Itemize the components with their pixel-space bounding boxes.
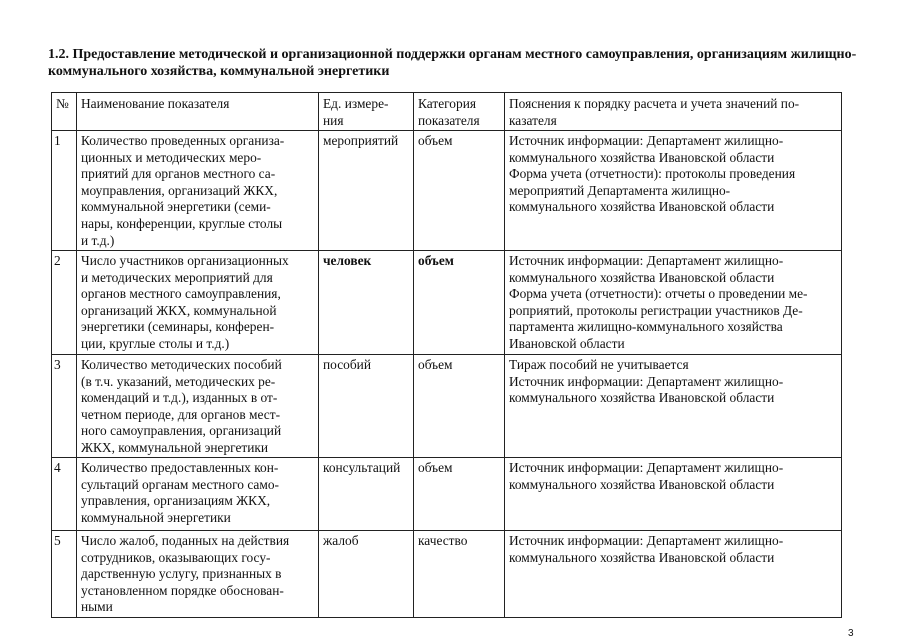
row-num: 4 bbox=[52, 458, 77, 531]
header-category: Категория показателя bbox=[414, 93, 505, 131]
indicators-table bbox=[51, 92, 842, 618]
table-row bbox=[52, 131, 842, 251]
row-num: 3 bbox=[52, 355, 77, 458]
row-category: объем bbox=[414, 131, 505, 251]
table-header-row bbox=[52, 93, 842, 131]
row-category: объем bbox=[414, 458, 505, 531]
table-row bbox=[52, 355, 842, 458]
row-name: Количество проведенных организа- ционных и методических меро- приятий для органов местного са- моуправления, организаций ЖКХ, коммунальной энергетики (семи- нары, конференции, круглые столы и т.д.) bbox=[77, 131, 319, 251]
row-num: 1 bbox=[52, 131, 77, 251]
table-row bbox=[52, 531, 842, 618]
row-unit: консультаций bbox=[319, 458, 414, 531]
row-name: Количество предоставленных кон- сультаций органам местного само- управления, организациям ЖКХ, коммунальной энергетики bbox=[77, 458, 319, 531]
row-num: 2 bbox=[52, 251, 77, 355]
row-num: 5 bbox=[52, 531, 77, 618]
header-unit: Ед. измере- ния bbox=[319, 93, 414, 131]
row-notes: Источник информации: Департамент жилищно- коммунального хозяйства Ивановской области bbox=[505, 458, 842, 531]
row-notes: Источник информации: Департамент жилищно- коммунального хозяйства Ивановской области Форма учета (отчетности): протоколы проведения мероприятий Департамента жилищно- коммунального хозяйства Ивановской области bbox=[505, 131, 842, 251]
row-category: качество bbox=[414, 531, 505, 618]
row-category: объем bbox=[414, 251, 505, 355]
table-row bbox=[52, 251, 842, 355]
row-unit: мероприятий bbox=[319, 131, 414, 251]
row-unit: пособий bbox=[319, 355, 414, 458]
row-notes: Тираж пособий не учитывается Источник информации: Департамент жилищно- коммунального хозяйства Ивановской области bbox=[505, 355, 842, 458]
header-name: Наименование показателя bbox=[77, 93, 319, 131]
row-name: Число участников организационных и методических мероприятий для органов местного самоуправления, организаций ЖКХ, коммунальной энергетики (семинары, конферен- ции, круглые столы и т.д.) bbox=[77, 251, 319, 355]
page-number: 3 bbox=[848, 628, 854, 639]
row-unit: жалоб bbox=[319, 531, 414, 618]
row-category: объем bbox=[414, 355, 505, 458]
row-name: Количество методических пособий (в т.ч. указаний, методических ре- комендаций и т.д.), изданных в от- четном периоде, для органов мест- ного самоуправления, организаций ЖКХ, коммунальной энергетики bbox=[77, 355, 319, 458]
table-row bbox=[52, 458, 842, 531]
header-notes: Пояснения к порядку расчета и учета значений по- казателя bbox=[505, 93, 842, 131]
section-title: 1.2. Предоставление методической и организационной поддержки органам местного самоуправления, организациям жилищно-коммунального хозяйства, коммунальной энергетики bbox=[48, 47, 857, 79]
row-unit: человек bbox=[319, 251, 414, 355]
row-notes: Источник информации: Департамент жилищно- коммунального хозяйства Ивановской области Форма учета (отчетности): отчеты о проведении ме- роприятий, протоколы регистрации участников Де- партамента жилищно-коммунального хозяйства Ивановской области bbox=[505, 251, 842, 355]
header-num: № bbox=[52, 93, 77, 131]
row-notes: Источник информации: Департамент жилищно- коммунального хозяйства Ивановской области bbox=[505, 531, 842, 618]
row-name: Число жалоб, поданных на действия сотрудников, оказывающих госу- дарственную услугу, признанных в установленном порядке обоснован- ными bbox=[77, 531, 319, 618]
